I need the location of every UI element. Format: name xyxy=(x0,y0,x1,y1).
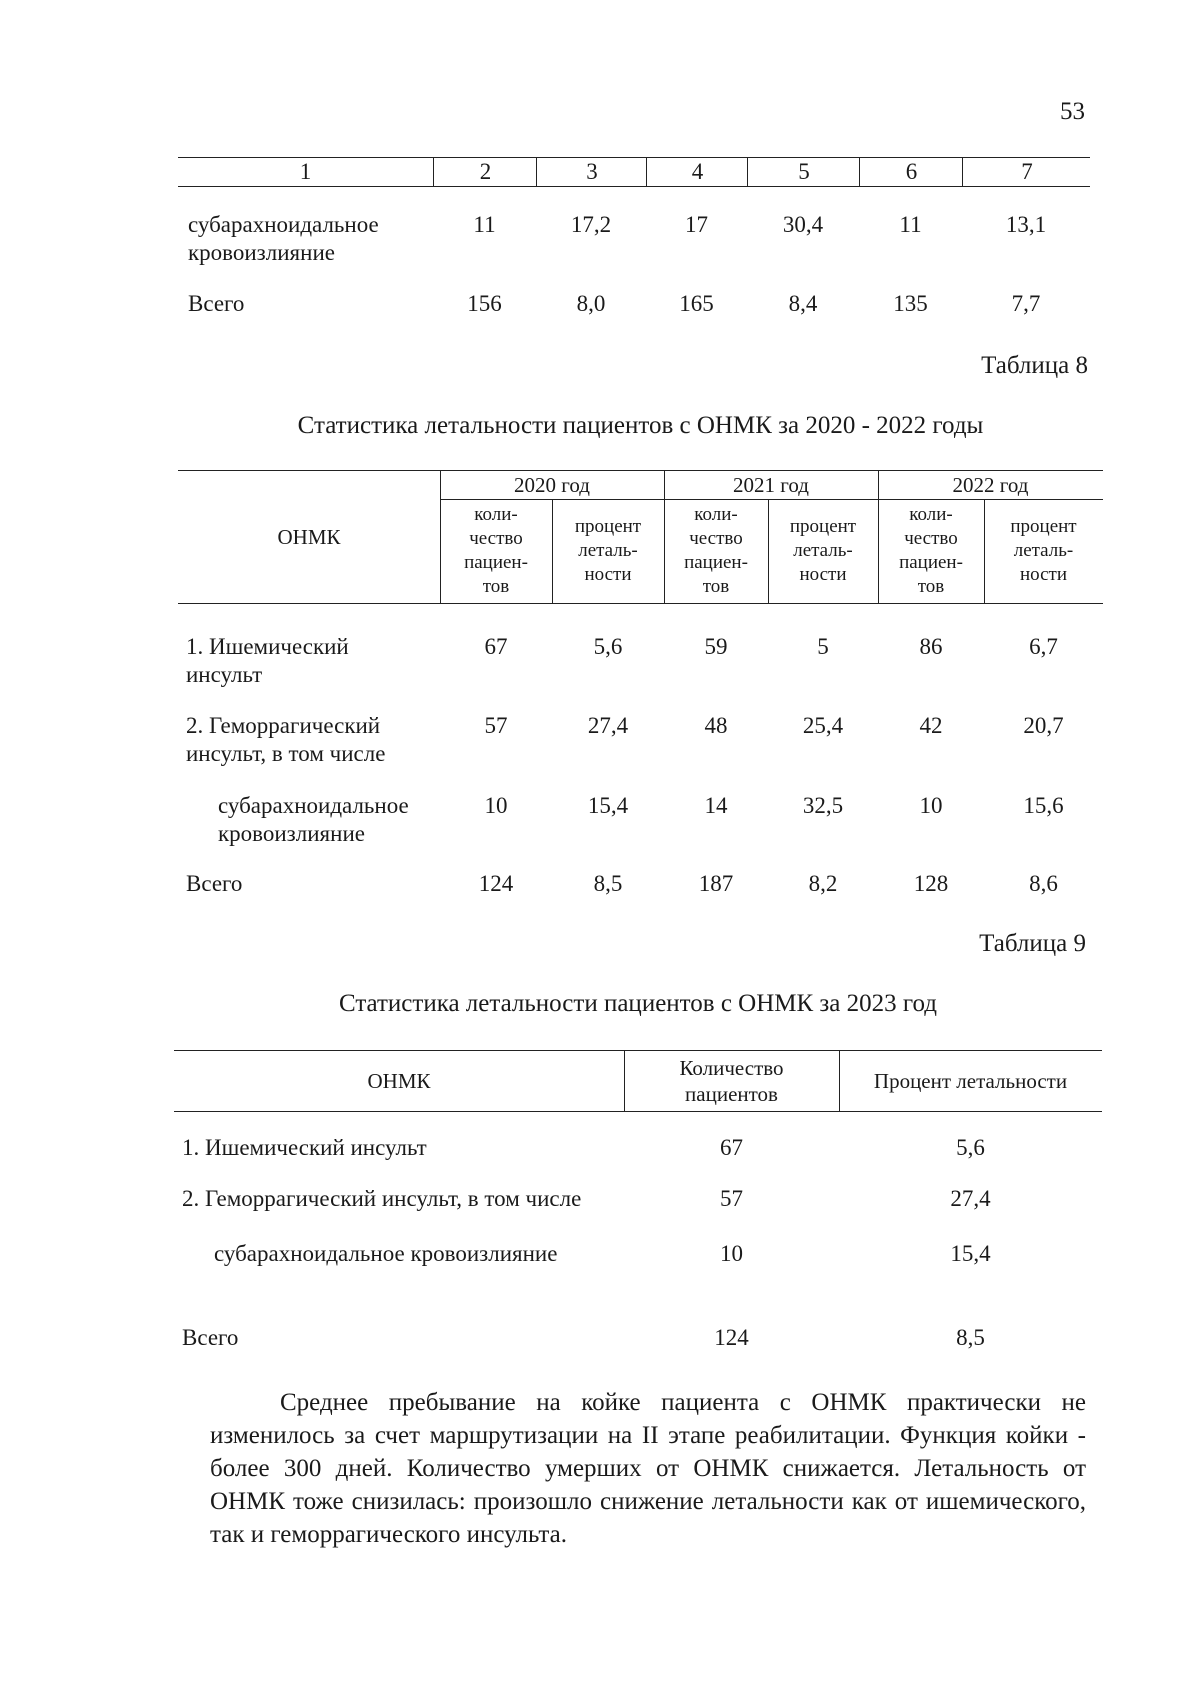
table9-header xyxy=(174,1050,1102,1112)
table-cell: 8,0 xyxy=(576,291,606,316)
row-label: 1. Ишемический инсульт xyxy=(186,634,349,687)
table-cell: 11 xyxy=(899,212,922,237)
table-cell: 8,2 xyxy=(808,871,838,896)
header-onmk: ОНМК xyxy=(277,524,341,549)
table9-caption: Таблица 9 xyxy=(979,930,1086,957)
column-number: 6 xyxy=(859,158,963,186)
table-cell: 27,4 xyxy=(587,713,629,738)
row-label: Всего xyxy=(186,871,243,896)
table-cell: 128 xyxy=(913,871,949,896)
header-patient-count: коли- чество пациен- тов xyxy=(464,504,528,597)
header-patient-count: коли- чество пациен- тов xyxy=(899,504,963,597)
column-number: 5 xyxy=(747,158,860,186)
table-cell: 11 xyxy=(473,212,496,237)
header-year: 2021 год xyxy=(733,473,809,497)
header-patient-count: коли- чество пациен- тов xyxy=(684,504,748,597)
row-label: Всего xyxy=(188,291,245,316)
row-label: субарахноидальное кровоизлияние xyxy=(214,1241,558,1266)
table-cell: 8,5 xyxy=(956,1325,985,1350)
table-cell: 57 xyxy=(484,713,508,738)
row-label: Всего xyxy=(182,1325,239,1350)
table-cell: 124 xyxy=(714,1325,749,1350)
table-cell: 5,6 xyxy=(956,1135,985,1160)
table-cell: 187 xyxy=(698,871,734,896)
table8-caption: Таблица 8 xyxy=(981,352,1088,379)
table-cell: 5 xyxy=(817,634,829,659)
table-cell: 57 xyxy=(720,1186,743,1211)
table-cell: 10 xyxy=(919,793,943,818)
table-cell: 67 xyxy=(720,1135,743,1160)
table-cell: 14 xyxy=(704,793,728,818)
table-cell: 17 xyxy=(685,212,708,237)
table8-header xyxy=(178,470,1103,604)
table-cell: 20,7 xyxy=(1023,713,1064,738)
table-cell: 165 xyxy=(679,291,714,316)
table-cell: 42 xyxy=(919,713,943,738)
header-year: 2020 год xyxy=(514,473,590,497)
table-cell: 48 xyxy=(704,713,728,738)
header-mortality-rate: процент леталь- ности xyxy=(789,516,857,585)
table-cell: 5,6 xyxy=(593,634,623,659)
table-cell: 10 xyxy=(720,1241,743,1266)
page-number: 53 xyxy=(1060,98,1085,125)
table8-title: Статистика летальности пациентов с ОНМК за 2020 - 2022 годы xyxy=(297,412,984,439)
column-number: 2 xyxy=(433,158,537,186)
header-onmk: ОНМК xyxy=(367,1069,431,1093)
table-cell: 25,4 xyxy=(802,713,844,738)
table-cell: 8,4 xyxy=(788,291,818,316)
header-patient-count: Количество пациентов xyxy=(679,1056,784,1106)
table7-column-numbers xyxy=(178,157,1090,187)
row-label: 2. Геморрагический инсульт, в том числе xyxy=(182,1186,582,1211)
table-cell: 8,6 xyxy=(1029,871,1058,896)
table-cell: 15,6 xyxy=(1023,793,1064,818)
row-label: субарахноидальное кровоизлияние xyxy=(188,212,379,265)
summary-paragraph: Среднее пребывание на койке пациента с ОНМК практически не изменилось за счет маршрутизации на II этапе реабилитации. Функция койки - более 300 дней. Количество умерших от ОНМК снижается. Летальность от ОНМК тоже снизилась: произошло снижение летальности как от ишемического, так и геморрагического инсульта. xyxy=(210,1389,1086,1548)
table-cell: 32,5 xyxy=(802,793,844,818)
table-cell: 156 xyxy=(467,291,502,316)
table-cell: 15,4 xyxy=(950,1241,991,1266)
table-cell: 15,4 xyxy=(587,793,629,818)
column-number: 1 xyxy=(299,159,312,184)
table-cell: 10 xyxy=(484,793,508,818)
table-cell: 13,1 xyxy=(1005,212,1047,237)
table-cell: 17,2 xyxy=(570,212,612,237)
table-cell: 6,7 xyxy=(1029,634,1058,659)
row-label: 2. Геморрагический инсульт, в том числе xyxy=(186,713,386,766)
table-cell: 124 xyxy=(478,871,514,896)
header-mortality-rate: Процент летальности xyxy=(873,1069,1068,1093)
table-cell: 59 xyxy=(704,634,728,659)
header-mortality-rate: процент леталь- ности xyxy=(1010,516,1077,585)
table-cell: 135 xyxy=(893,291,928,316)
row-label: субарахноидальное кровоизлияние xyxy=(218,793,409,846)
row-label: 1. Ишемический инсульт xyxy=(182,1135,427,1160)
column-number: 7 xyxy=(962,158,1091,186)
column-number: 4 xyxy=(646,158,748,186)
table-cell: 67 xyxy=(484,634,508,659)
header-mortality-rate: процент леталь- ности xyxy=(574,516,642,585)
column-number: 3 xyxy=(536,158,647,186)
table-cell: 86 xyxy=(919,634,943,659)
table-cell: 8,5 xyxy=(593,871,623,896)
table-cell: 30,4 xyxy=(782,212,824,237)
table-cell: 27,4 xyxy=(950,1186,991,1211)
table-cell: 7,7 xyxy=(1011,291,1041,316)
table9-title: Статистика летальности пациентов с ОНМК за 2023 год xyxy=(338,990,938,1017)
header-year: 2022 год xyxy=(952,473,1029,497)
